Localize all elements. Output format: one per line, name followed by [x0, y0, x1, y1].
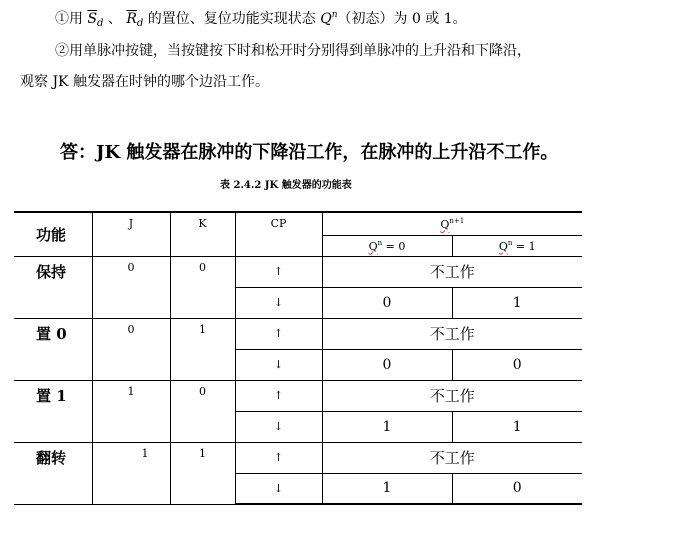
- qn1-letter: Q: [498, 239, 508, 253]
- table-row-hold-rising: [14, 256, 582, 287]
- rising-edge-arrow: ↑: [235, 256, 322, 287]
- k-value: 1: [170, 442, 235, 504]
- table-row-reset-rising: [14, 318, 582, 349]
- qn1-value: = 1: [512, 239, 536, 253]
- qn0-value: = 0: [382, 239, 406, 253]
- function-set: 置 1: [14, 380, 92, 442]
- step1-separator: 、: [103, 11, 127, 27]
- qn0-superscript: n: [377, 238, 383, 247]
- rising-edge-arrow: ↑: [235, 318, 322, 349]
- sd-letter: $\overline{S}$: [87, 11, 98, 27]
- table-caption: 表 2.4.2 JK 触发器的功能表: [220, 180, 352, 191]
- step1-prefix: ①用: [55, 11, 88, 27]
- qnext-superscript: n+1: [449, 216, 465, 225]
- header-row: [14, 212, 582, 235]
- rd-symbol: [126, 11, 137, 27]
- q-next-when-qn-1: 0: [452, 473, 582, 504]
- header-j: J: [92, 212, 170, 256]
- k-value: 0: [170, 380, 235, 442]
- sd-symbol: [87, 11, 97, 27]
- table-row-toggle-rising: [14, 442, 582, 473]
- no-work-cell: 不工作: [322, 442, 582, 473]
- qn0-letter: Q: [368, 239, 378, 253]
- function-reset: 置 0: [14, 318, 92, 380]
- j-value: 1: [92, 442, 170, 504]
- instruction-step-2-continued: 观察 JK 触发器在时钟的哪个边沿工作。: [20, 74, 269, 90]
- qn-superscript: n: [331, 10, 338, 20]
- header-qn-0: [322, 235, 452, 256]
- header-cp: CP: [235, 212, 322, 256]
- header-k: K: [170, 212, 235, 256]
- sd-subscript: d: [97, 18, 104, 29]
- q-next-when-qn-0: 0: [322, 349, 452, 380]
- rd-subscript: d: [136, 18, 144, 29]
- header-qn-plus-1: [322, 212, 582, 235]
- no-work-cell: 不工作: [322, 256, 582, 287]
- j-value: 1: [92, 380, 170, 442]
- q-next-when-qn-0: 1: [322, 411, 452, 442]
- rising-edge-arrow: ↑: [235, 380, 322, 411]
- rising-edge-arrow: ↑: [235, 442, 322, 473]
- k-value: 0: [170, 256, 235, 318]
- falling-edge-arrow: ↓: [235, 349, 322, 380]
- instruction-step-1: [55, 6, 467, 33]
- answer-text: 答：JK 触发器在脉冲的下降沿工作，在脉冲的上升沿不工作。: [60, 142, 559, 163]
- function-toggle: 翻转: [14, 442, 92, 504]
- j-value: 0: [92, 256, 170, 318]
- step1-suffix: （初态）为 0 或 1。: [337, 11, 467, 27]
- q-next-when-qn-1: 1: [452, 287, 582, 318]
- instruction-step-2: ②用单脉冲按键，当按键按下时和松开时分别得到单脉冲的上升沿和下降沿，: [55, 43, 531, 59]
- falling-edge-arrow: ↓: [235, 411, 322, 442]
- no-work-cell: 不工作: [322, 318, 582, 349]
- qn1-superscript: n: [507, 238, 513, 247]
- no-work-cell: 不工作: [322, 380, 582, 411]
- k-value: 1: [170, 318, 235, 380]
- j-value: 0: [92, 318, 170, 380]
- function-hold: 保持: [14, 256, 92, 318]
- q-next-when-qn-1: 0: [452, 349, 582, 380]
- falling-edge-arrow: ↓: [235, 473, 322, 504]
- jk-function-table: [14, 211, 582, 505]
- header-qn-1: [452, 235, 582, 256]
- header-function: 功能: [14, 212, 92, 256]
- qnext-letter: Q: [440, 217, 450, 231]
- table-row-set-rising: [14, 380, 582, 411]
- q-next-when-qn-1: 1: [452, 411, 582, 442]
- q-next-when-qn-0: 1: [322, 473, 452, 504]
- q-next-when-qn-0: 0: [322, 287, 452, 318]
- rd-letter: $\overline{R}$: [126, 11, 137, 27]
- qn-symbol: Q: [320, 11, 332, 27]
- falling-edge-arrow: ↓: [235, 287, 322, 318]
- step1-middle: 的置位、复位功能实现状态: [143, 11, 321, 27]
